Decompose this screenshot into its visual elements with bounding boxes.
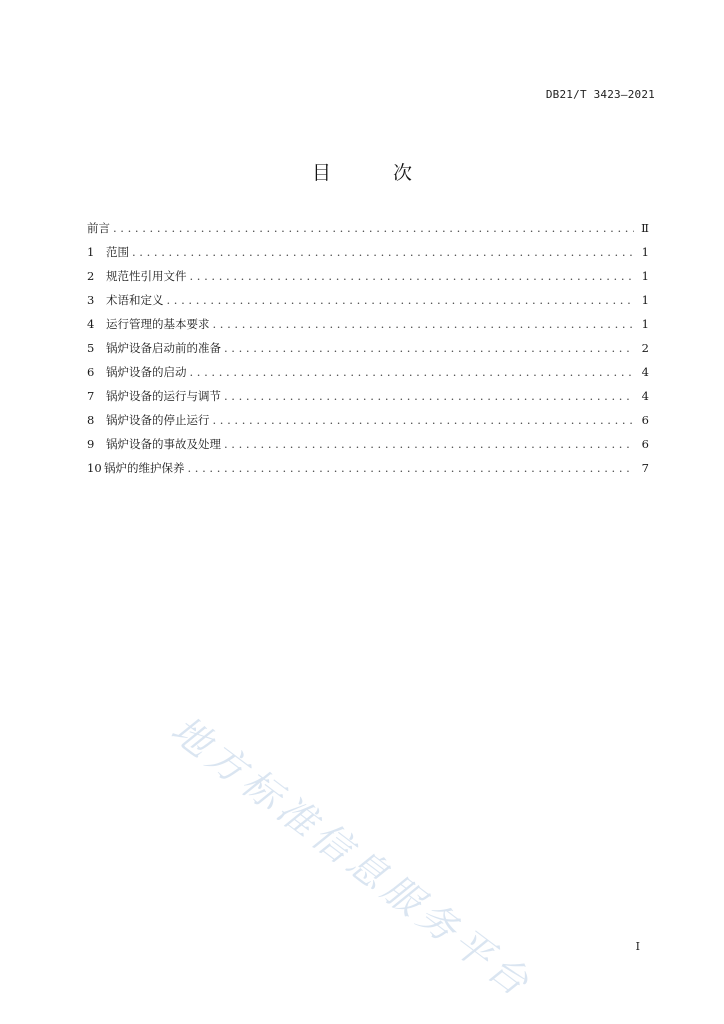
toc-entry-6[interactable] (87, 362, 649, 386)
toc-entry-10[interactable] (87, 458, 649, 482)
toc-entry-2[interactable] (87, 266, 649, 290)
toc-entry-5[interactable] (87, 338, 649, 362)
toc-entry-3[interactable] (87, 290, 649, 314)
page-title: 目 次 (311, 162, 441, 184)
watermark: 地方标准信息服务平台 (163, 707, 541, 1008)
toc-leader-dots (224, 338, 634, 358)
toc-entry-page: Ⅱ (641, 221, 649, 235)
toc-entry-foreword[interactable] (87, 218, 649, 242)
toc-entry-number: 7 (87, 389, 95, 403)
toc-entry-label: 锅炉设备的事故及处理 (106, 437, 221, 451)
toc-entry-page: 2 (641, 341, 649, 355)
toc-entry-number: 8 (87, 413, 95, 427)
toc-leader-dots (188, 458, 635, 478)
toc-leader-dots (213, 314, 635, 334)
toc-leader-dots (213, 410, 635, 430)
toc-leader-dots (167, 290, 635, 310)
toc-entry-number: 1 (87, 245, 95, 259)
document-code: DB21/T 3423—2021 (545, 88, 655, 101)
toc-entry-label: 术语和定义 (106, 293, 164, 307)
toc-entry-label: 规范性引用文件 (106, 269, 187, 283)
toc-entry-page: 6 (641, 437, 649, 451)
toc-entry-page: 1 (641, 293, 649, 307)
table-of-contents (87, 218, 649, 482)
toc-entry-label: 锅炉设备的启动 (106, 365, 187, 379)
toc-entry-9[interactable] (87, 434, 649, 458)
toc-leader-dots (224, 386, 634, 406)
toc-leader-dots (132, 242, 634, 262)
toc-leader-dots (190, 266, 635, 286)
toc-entry-label: 范围 (106, 245, 129, 259)
toc-entry-label: 前言 (87, 221, 110, 235)
toc-entry-number: 9 (87, 437, 95, 451)
toc-leader-dots (224, 434, 634, 454)
toc-entry-number: 3 (87, 293, 95, 307)
toc-entry-page: 6 (641, 413, 649, 427)
toc-entry-page: 4 (641, 365, 649, 379)
toc-entry-number: 4 (87, 317, 95, 331)
toc-entry-1[interactable] (87, 242, 649, 266)
toc-leader-dots (113, 218, 634, 238)
toc-entry-number: 2 (87, 269, 95, 283)
toc-entry-label: 锅炉设备启动前的准备 (106, 341, 221, 355)
toc-entry-page: 1 (641, 317, 649, 331)
toc-entry-number: 10 (87, 461, 102, 475)
toc-entry-label: 锅炉的维护保养 (104, 461, 185, 475)
toc-entry-number: 5 (87, 341, 95, 355)
toc-entry-label: 锅炉设备的停止运行 (106, 413, 210, 427)
page-number: I (635, 940, 640, 953)
toc-entry-number: 6 (87, 365, 95, 379)
toc-entry-page: 7 (641, 461, 649, 475)
toc-entry-7[interactable] (87, 386, 649, 410)
toc-entry-page: 1 (641, 269, 649, 283)
toc-entry-4[interactable] (87, 314, 649, 338)
toc-entry-8[interactable] (87, 410, 649, 434)
toc-entry-page: 4 (641, 389, 649, 403)
toc-entry-label: 锅炉设备的运行与调节 (106, 389, 221, 403)
toc-entry-page: 1 (641, 245, 649, 259)
toc-leader-dots (190, 362, 635, 382)
toc-entry-label: 运行管理的基本要求 (106, 317, 210, 331)
